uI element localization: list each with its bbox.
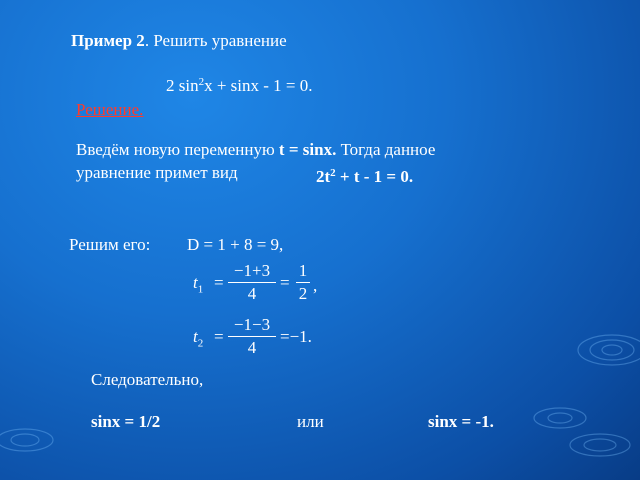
root2-result: =−1.	[280, 327, 312, 346]
quadratic-equation: $2t^2 + t - 1 = 0$.	[316, 167, 414, 186]
root2-fraction: −1−3 4	[228, 315, 276, 358]
root1-fraction: −1+3 4	[228, 261, 276, 304]
root2-equals: =	[214, 327, 224, 346]
conclusion-label: Следовательно,	[91, 370, 204, 389]
root2-variable: $t_2$	[193, 327, 204, 350]
task-text: . Решить уравнение	[144, 31, 287, 50]
answer-right: sinx = -1.	[428, 412, 494, 431]
root1-comma: ,	[313, 276, 318, 295]
example-number: Пример 2	[71, 31, 145, 50]
substitution: t = sinx.	[278, 140, 337, 159]
intro-line-1: Введём новую переменную t = sinx. Тогда данное	[76, 140, 436, 159]
discriminant-formula: D = 1 + 8 = 9,	[187, 235, 284, 254]
discriminant-label: Решим его:	[69, 235, 151, 254]
intro-line-2: уравнение примет вид	[76, 163, 238, 182]
answer-or: или	[297, 412, 324, 431]
root1-variable: $t_1$	[193, 273, 204, 296]
main-equation: 2 $\sin^2x + \sin x - 1 = 0$.	[166, 76, 313, 95]
root1-simplified: 1 2	[296, 261, 310, 304]
answer-left: sinx = 1/2	[91, 412, 161, 431]
root1-equals-2: =	[280, 273, 290, 292]
solution-label: Решение.	[76, 100, 144, 119]
root1-equals: =	[214, 273, 224, 292]
example-heading	[71, 31, 287, 51]
